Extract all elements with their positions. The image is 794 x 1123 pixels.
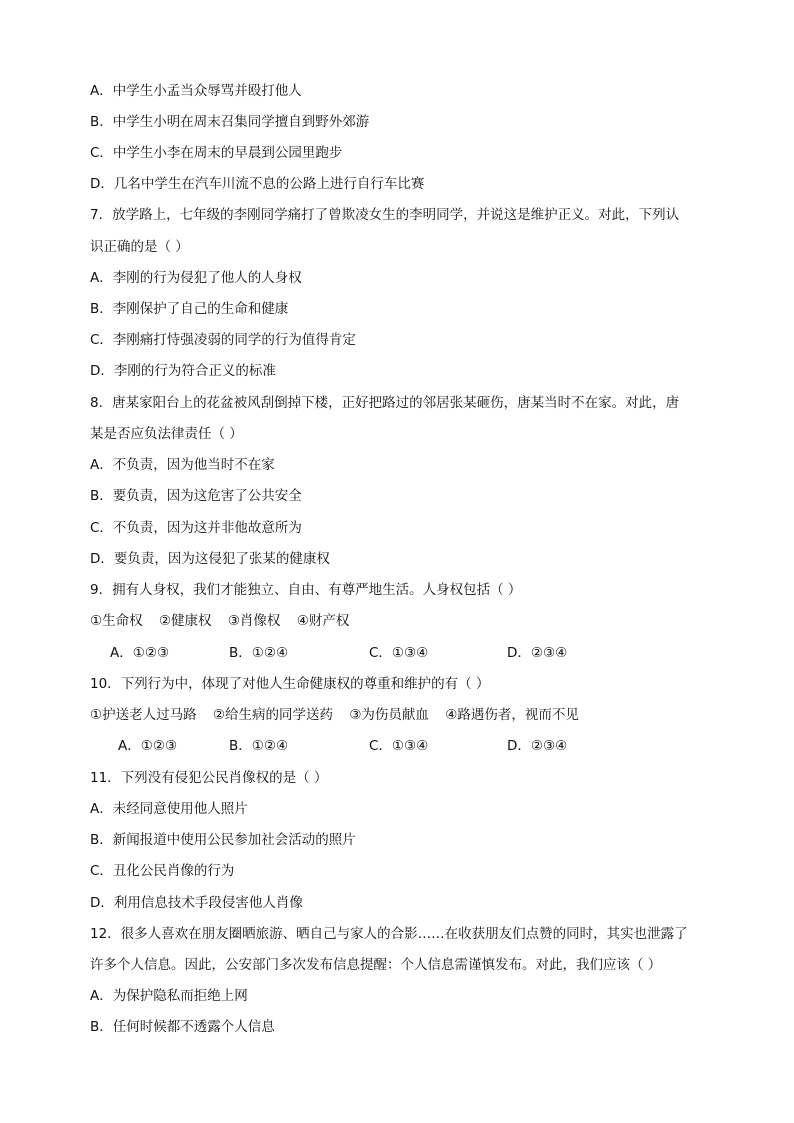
q12-option-b: B．任何时候都不透露个人信息 [90,1019,275,1035]
q12-stem-line1: 12．很多人喜欢在朋友圈晒旅游、晒自己与家人的合影……在收获朋友们点赞的同时，其实也泄露了 [90,926,688,942]
q6-option-a: A．中学生小孟当众辱骂并殴打他人 [90,83,302,99]
q9-stem: 9．拥有人身权，我们才能独立、自由、有尊严地生活。人身权包括（ ） [90,582,522,598]
q8-option-a: A．不负责，因为他当时不在家 [90,457,275,473]
q9-choice-a: A．①②③ [110,645,170,661]
q7-option-d: D．李刚的行为符合正义的标准 [90,363,276,379]
q7-option-c: C．李刚痛打恃强凌弱的同学的行为值得肯定 [90,332,356,348]
q10-item-2: ②给生病的同学送药 [212,707,334,723]
q10-item-1: ①护送老人过马路 [90,707,197,723]
q10-items [90,704,704,726]
q6-option-c: C．中学生小李在周末的早晨到公园里跑步 [90,145,343,161]
q11-option-a: A．未经同意使用他人照片 [90,801,248,817]
q11-option-d: D．利用信息技术手段侵害他人肖像 [90,895,303,911]
q8-stem-line2: 某是否应负法律责任（ ） [90,426,243,442]
q11-stem: 11．下列没有侵犯公民肖像权的是（ ） [90,770,328,786]
q12-stem-line2: 许多个人信息。因此，公安部门多次发布信息提醒：个人信息需谨慎发布。对此，我们应该（ ） [90,957,662,973]
q6-option-b: B．中学生小明在周末召集同学擅自到野外郊游 [90,114,370,130]
q9-item-1: ①生命权 [90,613,143,629]
q9-item-3: ③肖像权 [227,613,281,629]
q7-stem-line1: 7．放学路上，七年级的李刚同学痛打了曾欺凌女生的李明同学，并说这是维护正义。对此，下列认 [90,207,680,223]
q9-items [90,610,704,632]
q8-stem-line1: 8．唐某家阳台上的花盆被风刮倒掉下楼，正好把路过的邻居张某砸伤，唐某当时不在家。对此，唐 [90,395,680,411]
q10-choice-b: B．①②④ [229,738,289,754]
q9-item-2: ②健康权 [158,613,212,629]
q9-choice-d: D．②③④ [507,645,568,661]
q11-option-b: B．新闻报道中使用公民参加社会活动的照片 [90,832,356,848]
q9-item-4: ④财产权 [296,613,350,629]
q7-option-b: B．李刚保护了自己的生命和健康 [90,301,289,317]
q7-stem-line2: 识正确的是（ ） [90,239,189,255]
q11-option-c: C．丑化公民肖像的行为 [90,863,235,879]
q10-choice-d: D．②③④ [507,738,568,754]
q7-option-a: A．李刚的行为侵犯了他人的人身权 [90,270,302,286]
q10-choice-c: C．①③④ [369,738,429,754]
q8-option-c: C．不负责，因为这并非他故意所为 [90,520,302,536]
q10-item-4: ④路遇伤者，视而不见 [445,707,579,723]
q10-stem: 10．下列行为中，体现了对他人生命健康权的尊重和维护的有（ ） [90,676,490,692]
q6-option-d: D．几名中学生在汽车川流不息的公路上进行自行车比赛 [90,176,425,192]
q10-item-3: ③为伤员献血 [349,707,429,723]
q12-option-a: A．为保护隐私而拒绝上网 [90,988,248,1004]
q8-option-d: D．要负责，因为这侵犯了张某的健康权 [90,551,330,567]
q9-choice-b: B．①②④ [229,645,289,661]
q9-choice-c: C．①③④ [369,645,429,661]
q10-choice-a: A．①②③ [118,738,178,754]
q8-option-b: B．要负责，因为这危害了公共安全 [90,488,302,504]
